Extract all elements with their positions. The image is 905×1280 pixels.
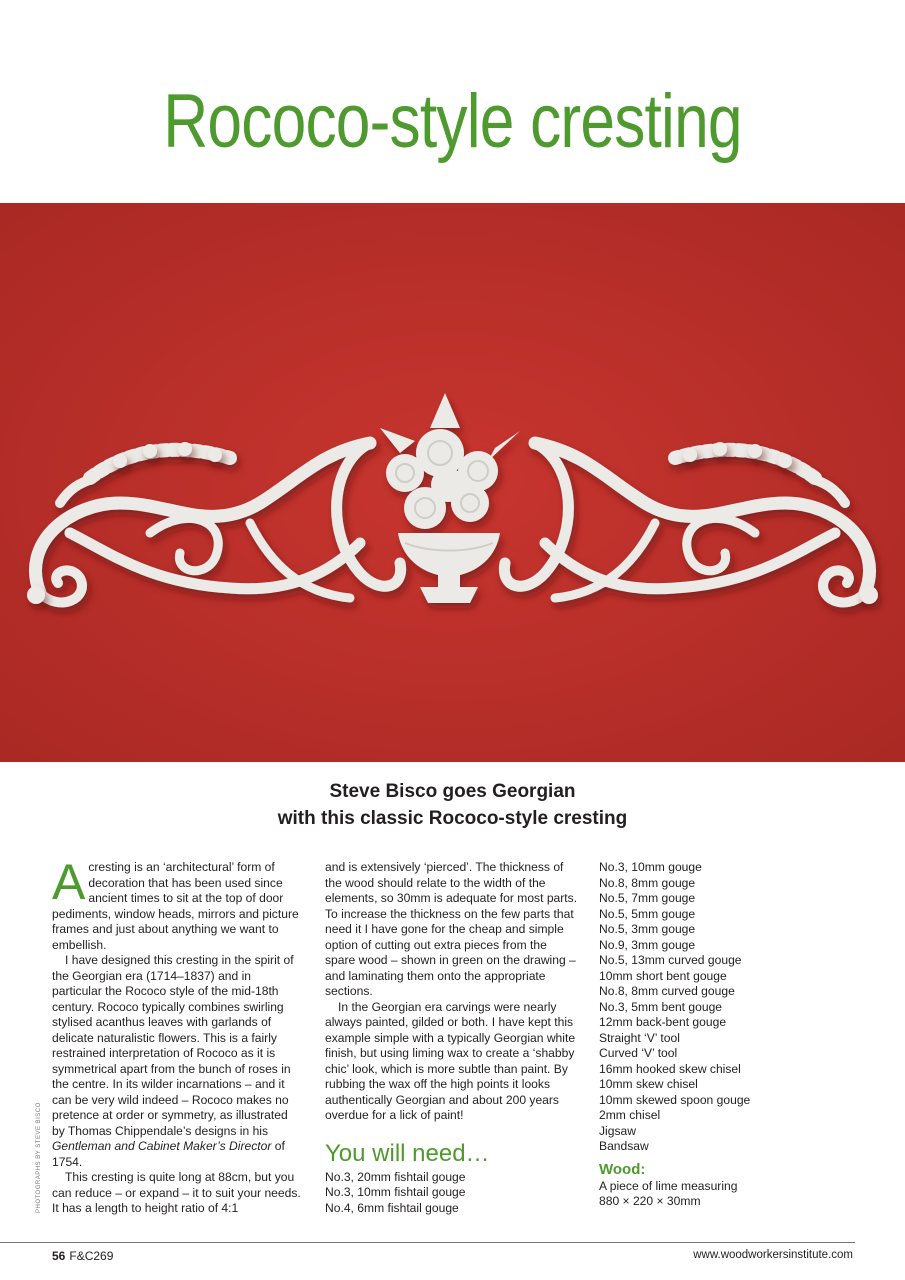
intro-text: cresting is an ‘architectural’ form of decoration that has been used since ancient times to sit at the top of door pediments, window heads, mirrors and picture frames and just about anything we want to embellish. <box>52 860 299 952</box>
paragraph: and is extensively ‘pierced’. The thickness of the wood should relate to the width of the elements, so 30mm is adequate for most parts. To increase the thickness on the few parts that need it I have gone for the cheap and simple option of cutting out extra pieces from the spare wood – shown in green on the drawing – and laminating them onto the appropriate sections. <box>325 860 578 998</box>
list-item: Jigsaw <box>599 1123 636 1138</box>
paragraph-text-end: of 1754. <box>52 1139 285 1169</box>
rococo-carving-photo <box>0 203 905 762</box>
wood-line-1: A piece of lime measuring <box>599 1178 738 1193</box>
list-item: No.5, 7mm gouge <box>599 891 696 905</box>
intro-paragraph <box>52 854 302 953</box>
footer-folio <box>52 1249 113 1263</box>
body-column-2 <box>325 860 579 1216</box>
list-item: Bandsaw <box>599 1139 649 1153</box>
standfirst-line-2: with this classic Rococo-style cresting <box>277 808 628 829</box>
standfirst-line-1: Steve Bisco goes Georgian <box>329 781 576 802</box>
tool-list-b <box>599 860 859 1155</box>
body-column-3 <box>599 860 859 1210</box>
list-item: No.9, 3mm gouge <box>599 937 696 952</box>
list-item: No.5, 13mm curved gouge <box>599 953 742 967</box>
body-column-1 <box>52 854 302 1217</box>
issue-label: F&C269 <box>69 1249 114 1263</box>
list-item: 2mm chisel <box>599 1108 661 1122</box>
paragraph <box>52 953 302 1170</box>
list-item: No.3, 10mm fishtail gouge <box>325 1185 466 1199</box>
paragraph: This cresting is quite long at 88cm, but you can reduce – or expand – it to suit your needs. It has a length to height ratio of 4:1 <box>52 1170 301 1215</box>
footer-divider <box>0 1242 855 1243</box>
you-will-need-heading: You will need… <box>325 1139 490 1167</box>
list-item: No.4, 6mm fishtail gouge <box>325 1200 459 1215</box>
page-title: Rococo-style cresting <box>163 79 742 164</box>
list-item: No.5, 3mm gouge <box>599 922 696 936</box>
list-item: No.3, 10mm gouge <box>599 860 702 874</box>
list-item: No.5, 5mm gouge <box>599 906 696 921</box>
list-item: 12mm back-bent gouge <box>599 1015 727 1029</box>
list-item: No.8, 8mm gouge <box>599 875 696 890</box>
paragraph: In the Georgian era carvings were nearly always painted, gilded or both. I have kept this example simple with a typically Georgian white finish, but using liming wax to create a ‘shabby chic’ look, which is more subtle than paint. By rubbing the wax off the high points it looks authentically Georgian and about 200 years overdue for a lick of paint! <box>325 999 576 1122</box>
list-item: 10mm skewed spoon gouge <box>599 1092 751 1107</box>
standfirst <box>0 778 905 832</box>
list-item: 10mm skew chisel <box>599 1077 698 1091</box>
wood-heading: Wood: <box>599 1160 646 1178</box>
book-title: Gentleman and Cabinet Maker’s Director <box>52 1139 272 1153</box>
list-item: Straight ‘V’ tool <box>599 1030 680 1045</box>
page-number: 56 <box>52 1249 66 1263</box>
tool-list-a <box>325 1170 579 1217</box>
list-item: Curved ‘V’ tool <box>599 1046 678 1060</box>
list-item: 16mm hooked skew chisel <box>599 1061 741 1076</box>
photo-credit: PHOTOGRAPHS BY STEVE BISCO <box>36 1102 42 1213</box>
list-item: No.3, 5mm bent gouge <box>599 999 723 1014</box>
list-item: No.8, 8mm curved gouge <box>599 984 735 998</box>
footer-url[interactable]: www.woodworkersinstitute.com <box>693 1249 853 1261</box>
wood-line-2: 880 × 220 × 30mm <box>599 1194 701 1208</box>
drop-cap: A <box>52 854 86 910</box>
list-item: No.3, 20mm fishtail gouge <box>325 1169 466 1184</box>
paragraph-text: I have designed this cresting in the spirit of the Georgian era (1714–1837) and in particular the Rococo style of the mid-18th century. Rococo typically combines swirling stylised acanthus leaves with garlands of delicate naturalistic flowers. This is a fairly restrained interpretation of Rococo as it is symmetrical apart from the bunch of roses in the centre. In its wilder incarnations – and it can be very wild indeed – Rococo makes no pretence at order or symmetry, as illustrated by Thomas Chippendale’s designs in his <box>52 953 294 1138</box>
hero-photo <box>0 203 905 762</box>
list-item: 10mm short bent gouge <box>599 968 727 983</box>
